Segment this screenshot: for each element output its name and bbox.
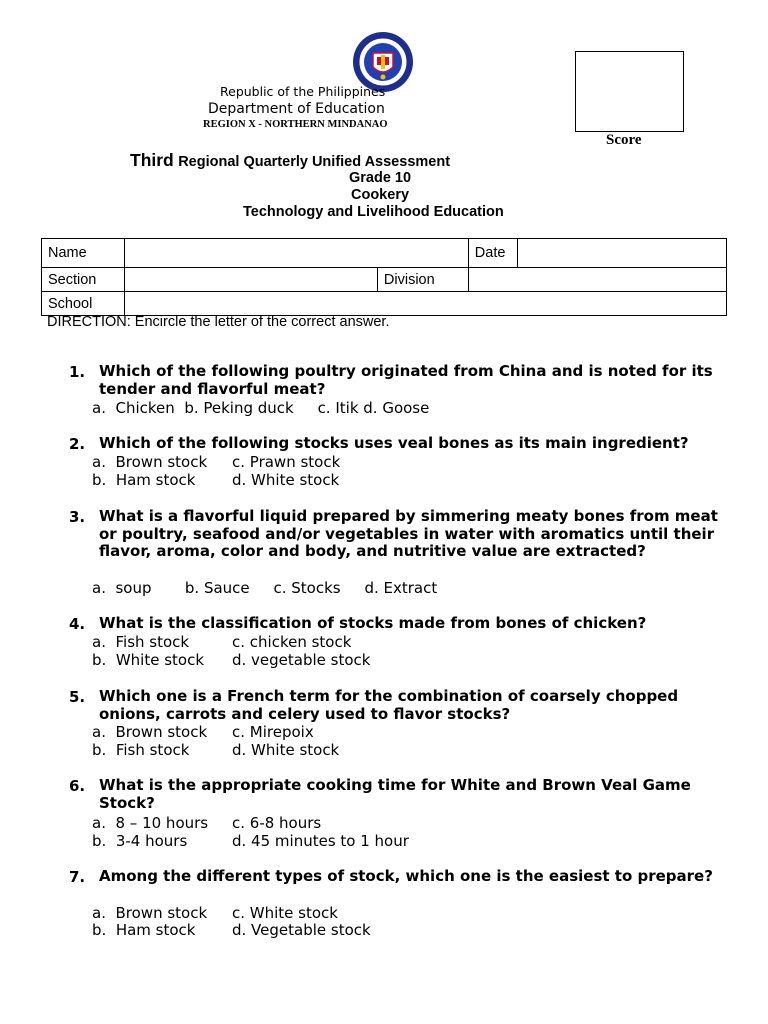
question-number: 5. <box>69 688 86 706</box>
division-label: Division <box>377 268 468 292</box>
option-d[interactable]: d. White stock <box>232 471 340 489</box>
option-d[interactable]: d. 45 minutes to 1 hour <box>232 832 409 850</box>
option-c[interactable]: c. chicken stock <box>232 633 352 651</box>
assessment-title <box>130 150 450 171</box>
school-label: School <box>42 292 125 316</box>
option-d[interactable]: d. vegetable stock <box>232 651 371 669</box>
direction-text: DIRECTION: Encircle the letter of the correct answer. <box>47 314 390 330</box>
name-label: Name <box>42 239 125 268</box>
option-a[interactable]: a. Brown stock <box>92 723 208 741</box>
question-number: 6. <box>69 777 86 795</box>
question-number: 7. <box>69 868 86 886</box>
question-text: Among the different types of stock, which one is the easiest to prepare? <box>99 867 713 885</box>
name-field[interactable] <box>124 239 468 268</box>
question-text: Which of the following stocks uses veal bones as its main ingredient? <box>99 434 689 452</box>
question-number: 3. <box>69 508 86 526</box>
option-a[interactable]: a. Brown stock <box>92 453 208 471</box>
question-number: 4. <box>69 615 86 633</box>
option-d[interactable]: d. Vegetable stock <box>232 921 371 939</box>
student-info-table <box>41 238 727 316</box>
department-text: Department of Education <box>208 101 385 117</box>
option-c[interactable]: c. Prawn stock <box>232 453 341 471</box>
grade-text: Grade 10 <box>349 170 412 186</box>
score-box <box>575 51 684 132</box>
option-b[interactable]: b. Ham stock <box>92 471 196 489</box>
option-d[interactable]: d. White stock <box>232 741 340 759</box>
region-text: REGION X - NORTHERN MINDANAO <box>203 119 388 130</box>
division-field[interactable] <box>468 268 726 292</box>
option-c[interactable]: c. 6-8 hours <box>232 814 322 832</box>
question-number: 1. <box>69 363 86 381</box>
option-b[interactable]: b. 3-4 hours <box>92 832 188 850</box>
strand-text: Technology and Livelihood Education <box>243 204 504 220</box>
quarter-text: Third <box>130 150 174 170</box>
subject-text: Cookery <box>351 187 410 203</box>
score-label: Score <box>606 132 642 148</box>
option-c[interactable]: c. Mirepoix <box>232 723 314 741</box>
question-text: What is the appropriate cooking time for White and Brown Veal Game Stock? <box>99 776 691 812</box>
option-a[interactable]: a. 8 – 10 hours <box>92 814 209 832</box>
option-b[interactable]: b. Ham stock <box>92 921 196 939</box>
question-text: Which of the following poultry originated from China and is noted for its tender and flavorful meat? <box>99 362 713 398</box>
option-a[interactable]: a. Brown stock <box>92 904 208 922</box>
school-field[interactable] <box>124 292 726 316</box>
date-field[interactable] <box>517 239 726 268</box>
option-a[interactable]: a. Fish stock <box>92 633 190 651</box>
assessment-text: Regional Quarterly Unified Assessment <box>178 154 451 170</box>
question-text: What is a flavorful liquid prepared by simmering meaty bones from meat or poultry, seafood and/or vegetables in water with aromatics until their flavor, aroma, color and body, and nutritive value are extracted? <box>99 507 718 560</box>
option-b[interactable]: b. Fish stock <box>92 741 190 759</box>
option-c[interactable]: c. White stock <box>232 904 338 922</box>
option-line[interactable]: a. Chicken b. Peking duck c. Itik d. Goose <box>92 399 430 417</box>
question-text: Which one is a French term for the combination of coarsely chopped onions, carrots and celery used to flavor stocks? <box>99 687 679 723</box>
question-text: What is the classification of stocks made from bones of chicken? <box>99 614 647 632</box>
option-b[interactable]: b. White stock <box>92 651 205 669</box>
republic-text: Republic of the Philippines <box>220 84 386 99</box>
section-field[interactable] <box>124 268 377 292</box>
option-line[interactable]: a. soup b. Sauce c. Stocks d. Extract <box>92 579 438 597</box>
question-number: 2. <box>69 435 86 453</box>
section-label: Section <box>42 268 125 292</box>
date-label: Date <box>468 239 517 268</box>
